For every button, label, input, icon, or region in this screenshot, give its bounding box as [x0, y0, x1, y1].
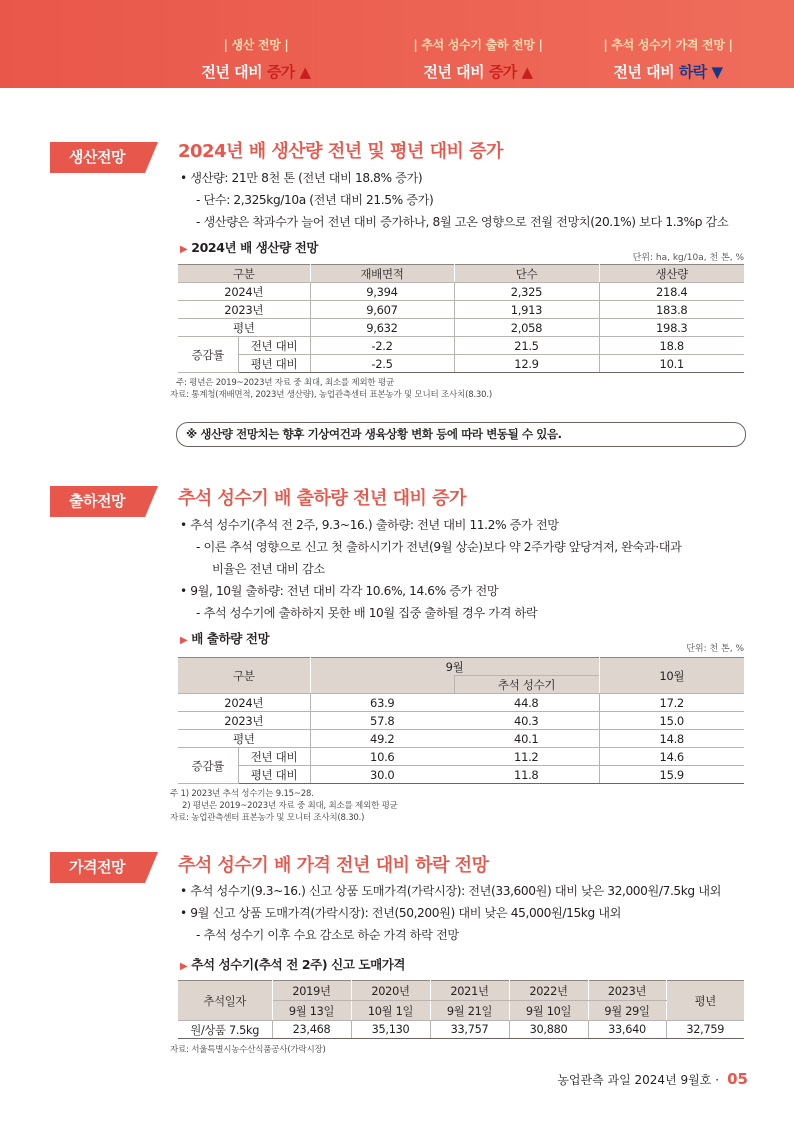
year-header: 2022년 — [509, 981, 588, 1001]
production-table — [178, 264, 744, 373]
banner-value: 전년 대비 증가 ▲ — [423, 63, 533, 81]
table-row: 평년 9,632 2,058 198.3 — [178, 319, 744, 337]
table-row: 2024년 9,394 2,325 218.4 — [178, 283, 744, 301]
change-label: 증감률 — [178, 748, 238, 784]
year-header: 2020년 — [351, 981, 430, 1001]
banner-value: 전년 대비 하락 ▼ — [613, 63, 723, 81]
page-number: 05 — [727, 1070, 748, 1088]
production-bullets — [180, 167, 728, 233]
col-header: 구분 — [178, 658, 310, 694]
sub-bullet: - 생산량은 착과수가 늘어 전년 대비 증가하나, 8월 고온 영향으로 전월 전망치(20.1%) 보다 1.3%p 감소 — [196, 215, 729, 229]
col-header-sub: 추석 성수기 — [454, 676, 599, 694]
date-header: 10월 1일 — [351, 1001, 430, 1021]
table-row: 평년 49.2 40.1 14.8 — [178, 730, 744, 748]
bullet: • 9월 신고 상품 도매가격(가락시장): 전년(50,200원) 대비 낮은 45,000원/15kg 내외 — [180, 906, 622, 920]
section-title-production: 2024년 배 생산량 전년 및 평년 대비 증가 — [178, 141, 503, 162]
sub-bullet: - 이른 추석 영향으로 신고 첫 출하시기가 전년(9월 상순)보다 약 2주가량 앞당겨져, 완숙과·대과 — [196, 540, 682, 554]
table-row: 2024년 63.9 44.8 17.2 — [178, 694, 744, 712]
date-header: 9월 21일 — [430, 1001, 509, 1021]
sub-bullet: - 단수: 2,325kg/10a (전년 대비 21.5% 증가) — [196, 193, 434, 207]
sub-bullet-cont: 비율은 전년 대비 감소 — [212, 562, 325, 576]
notice-box: ※ 생산량 전망치는 향후 기상여건과 생육상황 변화 등에 따라 변동될 수 있음. — [176, 422, 746, 447]
top-banner — [0, 0, 794, 88]
banner-price — [584, 36, 752, 82]
table-row: 증감률 전년 대비 -2.2 21.5 18.8 — [178, 337, 744, 355]
up-arrow-icon: ▲ — [521, 63, 533, 81]
publication-name: 농업관측 과일 2024년 9월호 — [557, 1073, 712, 1087]
col-header: 구분 — [178, 265, 310, 283]
col-header: 추석일자 — [178, 981, 272, 1021]
sub-bullet: - 추석 성수기 이후 수요 감소로 하순 가격 하락 전망 — [196, 928, 459, 942]
section-tag-price: 가격전망 — [50, 852, 158, 883]
year-header: 2021년 — [430, 981, 509, 1001]
table-row: 2023년 57.8 40.3 15.0 — [178, 712, 744, 730]
col-header: 평년 — [666, 981, 744, 1021]
change-label: 증감률 — [178, 337, 238, 373]
section-tag-production: 생산전망 — [50, 142, 158, 173]
banner-production — [196, 36, 316, 82]
bullet: • 추석 성수기(9.3~16.) 신고 상품 도매가격(가락시장): 전년(33,600원) 대비 낮은 32,000원/7.5kg 내외 — [180, 884, 721, 898]
banner-title: | 추석 성수기 가격 전망 | — [603, 38, 733, 52]
date-header: 9월 13일 — [272, 1001, 351, 1021]
triangle-icon: ▶ — [180, 961, 188, 972]
banner-title: | 생산 전망 | — [223, 38, 289, 52]
table-row: 증감률 전년 대비 10.6 11.2 14.6 — [178, 748, 744, 766]
table-row: 평년 대비 30.0 11.8 15.9 — [178, 766, 744, 784]
section-title-shipment: 추석 성수기 배 출하량 전년 대비 증가 — [178, 488, 466, 509]
unit-label: 단위: ha, kg/10a, 천 톤, % — [632, 253, 744, 263]
table-row: 평년 대비 -2.5 12.9 10.1 — [178, 355, 744, 373]
col-header: 10월 — [599, 658, 744, 694]
table-notes: 주: 평년은 2019~2023년 자료 중 최대, 최소를 제외한 평균 자료: 통계청(재배면적, 2023년 생산량), 농업관측센터 표본농가 및 모니터 조사치(8.30.) — [170, 378, 492, 400]
col-header: 단수 — [454, 265, 599, 283]
down-arrow-icon: ▼ — [711, 63, 723, 81]
banner-shipment — [398, 36, 558, 82]
table-row: 원/상품 7.5kg 23,468 35,130 33,757 30,880 33,640 32,759 — [178, 1021, 744, 1039]
table-heading: ▶ 배 출하량 전망 — [180, 631, 270, 646]
year-header: 2023년 — [588, 981, 666, 1001]
bullet: • 생산량: 21만 8천 톤 (전년 대비 18.8% 증가) — [180, 171, 423, 185]
price-bullets — [180, 880, 721, 946]
table-row: 2023년 9,607 1,913 183.8 — [178, 301, 744, 319]
table-heading: ▶ 2024년 배 생산량 전망 — [180, 240, 319, 255]
bullet: • 추석 성수기(추석 전 2주, 9.3~16.) 출하량: 전년 대비 11.2% 증가 전망 — [180, 518, 559, 532]
date-header: 9월 10일 — [509, 1001, 588, 1021]
table-heading: ▶ 추석 성수기(추석 전 2주) 신고 도매가격 — [180, 957, 406, 972]
sub-bullet: - 추석 성수기에 출하하지 못한 배 10월 집중 출하될 경우 가격 하락 — [196, 606, 538, 620]
col-header: 생산량 — [599, 265, 744, 283]
date-header: 9월 29일 — [588, 1001, 666, 1021]
table-notes: 자료: 서울특별시농수산식품공사(가락시장) — [170, 1045, 326, 1055]
page-footer: 농업관측 과일 2024년 9월호 · 05 — [557, 1070, 748, 1088]
col-header: 재배면적 — [310, 265, 454, 283]
unit-label: 단위: 천 톤, % — [686, 644, 744, 654]
shipment-bullets — [180, 514, 681, 624]
shipment-table — [178, 657, 744, 784]
year-header: 2019년 — [272, 981, 351, 1001]
col-header: 9월 — [310, 658, 599, 676]
triangle-icon: ▶ — [180, 635, 188, 646]
up-arrow-icon: ▲ — [299, 63, 311, 81]
table-notes: 주 1) 2023년 추석 성수기는 9.15~28. 2) 평년은 2019~2023년 자료 중 최대, 최소를 제외한 평균 자료: 농업관측센터 표본농가 및 모니터 조사치(8.30.) — [170, 789, 398, 823]
triangle-icon: ▶ — [180, 244, 188, 255]
bullet: • 9월, 10월 출하량: 전년 대비 각각 10.6%, 14.6% 증가 전망 — [180, 584, 499, 598]
section-title-price: 추석 성수기 배 가격 전년 대비 하락 전망 — [178, 855, 489, 876]
banner-value: 전년 대비 증가 ▲ — [201, 63, 311, 81]
banner-title: | 추석 성수기 출하 전망 | — [413, 38, 543, 52]
price-table — [178, 980, 744, 1039]
section-tag-shipment: 출하전망 — [50, 486, 158, 517]
